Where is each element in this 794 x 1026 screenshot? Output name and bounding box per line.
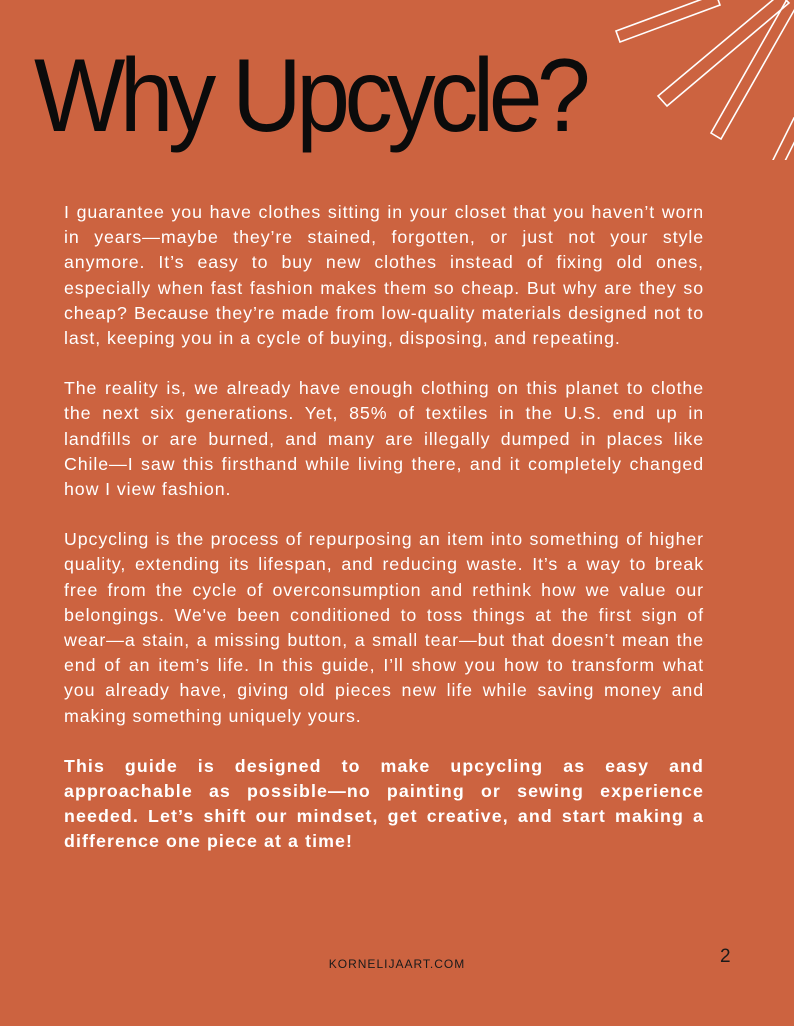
ray-1 — [616, 0, 720, 42]
paragraph-reality: The reality is, we already have enough clothing on this planet to clothe the next six generations. Yet, 85% of textiles in the U.S. end up in landfills or are burned, and many are illegally dumped in places like Chile—I saw this firsthand while living there, and it completely changed how I view fashion. — [64, 378, 704, 500]
sunburst-rays-decoration — [594, 0, 794, 160]
page-title: Why Upcycle? — [34, 38, 586, 154]
page-number: 2 — [720, 946, 731, 967]
paragraph-upcycling-definition: Upcycling is the process of repurposing an item into something of higher quality, extending its lifespan, and reducing waste. It’s a way to break free from the cycle of overconsumption and rethink how we value our belongings. We've been conditioned to toss things at the first sign of wear—a stain, a missing button, a small tear—but that doesn’t mean the end of an item’s life. In this guide, I’ll show you how to transform what you already have, giving old pieces new life while saving money and making something uniquely yours. — [64, 529, 704, 726]
ray-4 — [770, 118, 794, 160]
footer-website: KORNELIJAART.COM — [328, 957, 466, 971]
paragraph-closet: I guarantee you have clothes sitting in your closet that you haven’t worn in years—maybe they’re stained, forgotten, or just not your style anymore. It’s easy to buy new clothes instead of fixing old ones, especially when fast fashion makes them so cheap. But why are they so cheap? Because they’re made from low-quality materials designed not to last, keeping you in a cycle of buying, disposing, and repeating. — [64, 202, 704, 349]
paragraph-guide-intro: This guide is designed to make upcycling as easy and approachable as possible—no painting or sewing experience needed. Let’s shift our mindset, get creative, and start making a difference one piece at a time! — [64, 755, 704, 852]
body-text — [64, 200, 704, 880]
ray-3 — [711, 0, 794, 139]
